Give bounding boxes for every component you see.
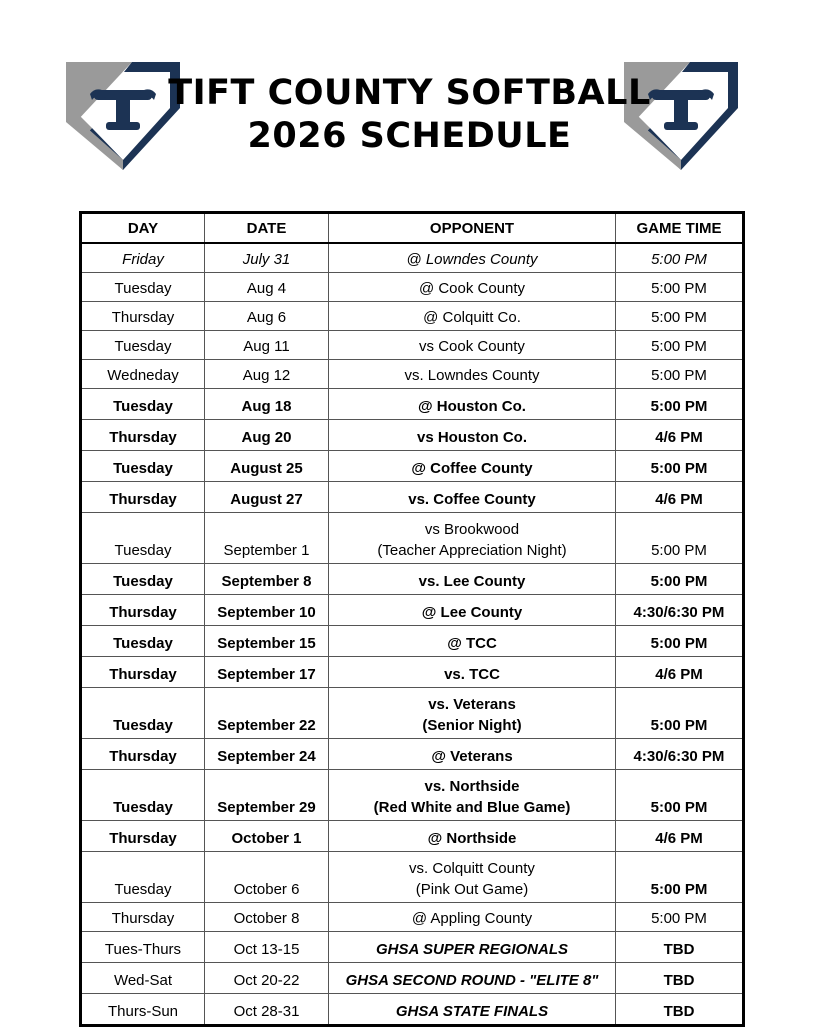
opponent-line-1: vs Cook County [419,338,525,355]
table-row [81,420,744,451]
cell-date: Oct 13-15 [205,932,329,963]
cell-day: Thursday [81,739,205,770]
cell-opponent [329,302,616,331]
schedule-table [79,211,745,1027]
cell-game-time: 5:00 PM [616,451,744,482]
cell-date: September 24 [205,739,329,770]
opponent-line-2: (Red White and Blue Game) [373,799,571,816]
table-row [81,739,744,770]
opponent-line-1: @ Lowndes County [406,251,538,268]
table-row [81,302,744,331]
table-row [81,626,744,657]
cell-date: October 8 [205,903,329,932]
cell-opponent [329,963,616,994]
cell-date: Aug 20 [205,420,329,451]
cell-day: Tuesday [81,331,205,360]
cell-opponent [329,903,616,932]
cell-date: September 1 [205,513,329,564]
cell-date: September 10 [205,595,329,626]
cell-opponent [329,360,616,389]
cell-date: July 31 [205,243,329,273]
table-row [81,451,744,482]
cell-game-time: TBD [616,994,744,1026]
table-row [81,903,744,932]
cell-opponent [329,331,616,360]
table-row [81,932,744,963]
cell-day: Thursday [81,821,205,852]
cell-date: September 17 [205,657,329,688]
cell-day: Tuesday [81,688,205,739]
cell-game-time: 5:00 PM [616,903,744,932]
cell-day: Thursday [81,903,205,932]
table-row [81,852,744,903]
cell-game-time: 5:00 PM [616,302,744,331]
cell-date: October 6 [205,852,329,903]
opponent-line-1: vs. Lowndes County [404,367,540,384]
cell-game-time: 5:00 PM [616,852,744,903]
schedule-body [81,243,744,1026]
cell-game-time: 5:00 PM [616,243,744,273]
cell-opponent [329,595,616,626]
cell-game-time: 5:00 PM [616,389,744,420]
table-row [81,688,744,739]
cell-date: Aug 18 [205,389,329,420]
cell-date: September 15 [205,626,329,657]
opponent-line-1: @ Northside [427,830,517,847]
cell-day: Thursday [81,657,205,688]
opponent-line-2: (Senior Night) [422,717,522,734]
table-row [81,963,744,994]
cell-opponent [329,420,616,451]
cell-date: September 22 [205,688,329,739]
cell-opponent [329,273,616,302]
cell-opponent [329,932,616,963]
cell-opponent [329,821,616,852]
cell-opponent [329,626,616,657]
cell-day: Wedneday [81,360,205,389]
cell-game-time: 5:00 PM [616,626,744,657]
cell-day: Tuesday [81,389,205,420]
cell-opponent [329,657,616,688]
cell-day: Wed-Sat [81,963,205,994]
cell-date: Aug 6 [205,302,329,331]
opponent-line-1: @ Lee County [421,604,523,621]
opponent-line-1: @ Coffee County [411,460,533,477]
cell-game-time: 5:00 PM [616,513,744,564]
cell-opponent [329,852,616,903]
cell-opponent [329,994,616,1026]
opponent-line-1: vs. TCC [444,666,500,683]
table-row [81,273,744,302]
cell-game-time: 4:30/6:30 PM [616,595,744,626]
cell-day: Tuesday [81,626,205,657]
title-line-2: 2026 SCHEDULE [247,116,572,156]
opponent-line-1: GHSA SECOND ROUND - "ELITE 8" [345,972,599,989]
cell-date: Aug 12 [205,360,329,389]
cell-day: Tuesday [81,852,205,903]
table-row [81,331,744,360]
cell-opponent [329,513,616,564]
cell-opponent [329,451,616,482]
cell-date: September 8 [205,564,329,595]
opponent-line-1: @ Colquitt Co. [423,309,521,326]
cell-game-time: TBD [616,963,744,994]
opponent-line-1: @ Houston Co. [418,398,526,415]
cell-day: Tuesday [81,770,205,821]
opponent-line-1: vs. Northside [424,778,520,795]
cell-date: Aug 4 [205,273,329,302]
cell-game-time: 4/6 PM [616,482,744,513]
cell-game-time: TBD [616,932,744,963]
cell-game-time: 4/6 PM [616,420,744,451]
cell-day: Friday [81,243,205,273]
cell-game-time: 5:00 PM [616,688,744,739]
cell-date: Aug 11 [205,331,329,360]
cell-game-time: 5:00 PM [616,331,744,360]
cell-game-time: 5:00 PM [616,564,744,595]
cell-day: Tuesday [81,513,205,564]
page-title [0,72,819,158]
table-header-row [81,213,744,244]
cell-opponent [329,688,616,739]
opponent-line-2: (Teacher Appreciation Night) [377,542,567,559]
cell-day: Tuesday [81,273,205,302]
cell-day: Thurs-Sun [81,994,205,1026]
cell-day: Thursday [81,420,205,451]
header-opponent: OPPONENT [329,213,616,244]
cell-date: September 29 [205,770,329,821]
table-row [81,821,744,852]
cell-game-time: 5:00 PM [616,360,744,389]
table-row [81,994,744,1026]
cell-date: August 25 [205,451,329,482]
table-row [81,770,744,821]
table-row [81,360,744,389]
opponent-line-1: vs. Colquitt County [409,860,535,877]
opponent-line-1: vs. Lee County [418,573,526,590]
cell-day: Thursday [81,302,205,331]
table-row [81,564,744,595]
opponent-line-1: @ Cook County [418,280,526,297]
cell-day: Tuesday [81,451,205,482]
cell-opponent [329,739,616,770]
cell-day: Thursday [81,482,205,513]
table-row [81,595,744,626]
header-day: DAY [81,213,205,244]
table-row [81,389,744,420]
cell-game-time: 4:30/6:30 PM [616,739,744,770]
opponent-line-1: @ Veterans [431,748,513,765]
table-row [81,513,744,564]
opponent-line-1: @ Appling County [411,910,533,927]
cell-day: Thursday [81,595,205,626]
cell-opponent [329,564,616,595]
opponent-line-1: GHSA STATE FINALS [395,1003,549,1020]
cell-date: October 1 [205,821,329,852]
header-date: DATE [205,213,329,244]
cell-opponent [329,482,616,513]
cell-date: August 27 [205,482,329,513]
cell-game-time: 5:00 PM [616,273,744,302]
cell-game-time: 4/6 PM [616,657,744,688]
cell-game-time: 4/6 PM [616,821,744,852]
cell-day: Tuesday [81,564,205,595]
opponent-line-1: vs Houston Co. [416,429,527,446]
table-row [81,482,744,513]
cell-opponent [329,770,616,821]
opponent-line-1: vs. Veterans [428,696,516,713]
title-line-1: TIFT COUNTY SOFTBALL [168,73,651,113]
table-row [81,243,744,273]
opponent-line-2: (Pink Out Game) [415,881,529,898]
cell-opponent [329,243,616,273]
opponent-line-1: GHSA SUPER REGIONALS [376,941,568,958]
cell-date: Oct 28-31 [205,994,329,1026]
cell-opponent [329,389,616,420]
header-game-time: GAME TIME [616,213,744,244]
table-row [81,657,744,688]
opponent-line-1: vs. Coffee County [408,491,536,508]
cell-day: Tues-Thurs [81,932,205,963]
cell-game-time: 5:00 PM [616,770,744,821]
opponent-line-1: @ TCC [447,635,497,652]
opponent-line-1: vs Brookwood [424,521,520,538]
cell-date: Oct 20-22 [205,963,329,994]
